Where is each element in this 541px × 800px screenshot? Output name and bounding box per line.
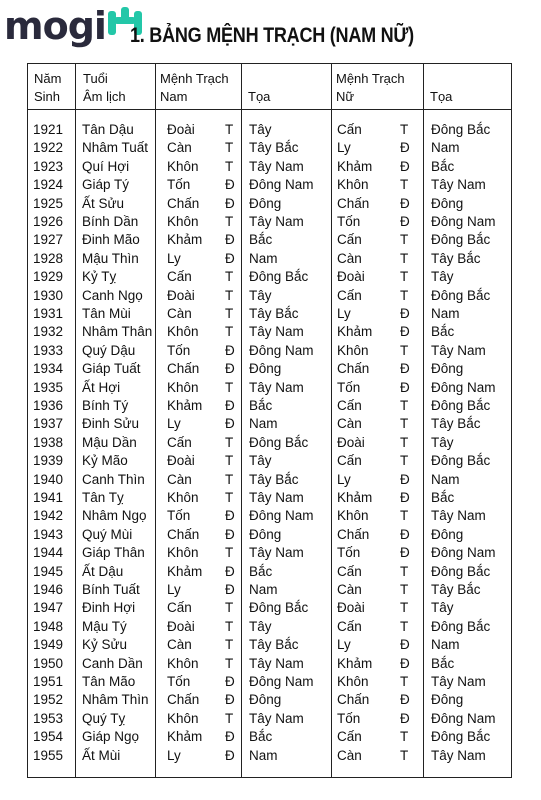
row-male-type: Đ	[225, 195, 235, 211]
row-female-type: Đ	[400, 637, 410, 653]
row-male-cung: Cấn	[167, 600, 192, 616]
row-female-cung: Ly	[337, 637, 351, 653]
row-female-type: T	[400, 287, 409, 303]
row-year: 1926	[33, 214, 64, 229]
row-female-type: T	[400, 618, 409, 634]
header-female-direction: Tọa	[430, 89, 453, 104]
row-female-type: Đ	[400, 324, 410, 340]
row-year: 1930	[33, 287, 64, 303]
row-lunar: Mậu Dần	[82, 434, 137, 450]
row-female-type: Đ	[400, 140, 410, 156]
row-lunar: Canh Thìn	[82, 471, 145, 487]
row-female-direction: Đông	[431, 692, 464, 708]
row-male-direction: Nam	[249, 416, 278, 432]
row-female-direction: Tây Bắc	[431, 416, 481, 432]
row-male-type: T	[225, 600, 234, 616]
row-female-type: T	[400, 453, 409, 469]
row-female-cung: Cấn	[337, 618, 362, 634]
row-male-direction: Tây Bắc	[249, 471, 299, 487]
row-female-cung: Đoài	[337, 600, 365, 616]
row-male-direction: Đông Bắc	[249, 269, 309, 285]
header-male-line1: Mệnh Trạch	[160, 71, 229, 86]
row-lunar: Quý Dậu	[82, 342, 136, 358]
row-lunar: Bính Tý	[82, 398, 129, 413]
row-female-type: Đ	[400, 490, 410, 505]
row-female-direction: Đông	[431, 361, 464, 377]
row-year: 1921	[33, 122, 64, 137]
row-year: 1952	[33, 692, 64, 708]
row-male-direction: Đông	[249, 361, 282, 377]
row-year: 1944	[33, 545, 64, 561]
row-female-cung: Cấn	[337, 453, 362, 469]
row-female-cung: Cấn	[337, 232, 362, 248]
row-male-type: T	[225, 324, 234, 340]
row-lunar: Giáp Ngọ	[82, 729, 140, 745]
row-male-direction: Tây Nam	[249, 710, 304, 726]
row-female-cung: Càn	[337, 582, 362, 597]
row-male-type: T	[225, 269, 234, 285]
row-male-cung: Khôn	[167, 710, 199, 726]
row-female-type: Đ	[400, 195, 410, 211]
row-male-type: Đ	[225, 747, 235, 763]
row-year: 1947	[33, 600, 64, 616]
row-male-cung: Khảm	[167, 729, 203, 745]
row-female-direction: Tây Bắc	[431, 582, 481, 597]
row-male-cung: Tốn	[167, 177, 191, 193]
row-lunar: Canh Dần	[82, 655, 143, 671]
row-lunar: Bính Tuất	[82, 582, 140, 597]
row-female-direction: Đông Bắc	[431, 122, 491, 137]
row-female-type: T	[400, 563, 409, 579]
row-female-type: T	[400, 729, 409, 745]
row-female-cung: Càn	[337, 747, 362, 763]
row-lunar: Canh Ngọ	[82, 287, 143, 303]
row-female-cung: Tốn	[337, 545, 361, 561]
row-lunar: Tân Tỵ	[82, 490, 124, 505]
row-male-cung: Chấn	[167, 361, 200, 377]
row-male-type: Đ	[225, 692, 235, 708]
row-female-type: Đ	[400, 692, 410, 708]
row-year: 1927	[33, 232, 64, 248]
row-male-type: T	[225, 637, 234, 653]
row-female-type: T	[400, 177, 409, 193]
row-female-direction: Nam	[431, 140, 460, 156]
row-female-cung: Cấn	[337, 287, 362, 303]
row-male-type: T	[225, 306, 234, 321]
row-male-cung: Chấn	[167, 526, 200, 542]
row-female-direction: Tây	[431, 434, 454, 450]
logo-wordmark: mogi	[4, 4, 106, 48]
row-female-cung: Khôn	[337, 342, 369, 358]
row-male-direction: Tây Nam	[249, 158, 304, 174]
row-male-type: Đ	[225, 508, 235, 524]
row-female-direction: Đông Bắc	[431, 287, 491, 303]
row-lunar: Quý Tỵ	[82, 710, 126, 726]
row-male-type: T	[225, 434, 234, 450]
row-male-direction: Bắc	[249, 563, 273, 579]
header-year-line2: Sinh	[34, 89, 61, 104]
row-male-cung: Ly	[167, 416, 181, 432]
row-year: 1954	[33, 729, 64, 745]
row-female-cung: Càn	[337, 416, 362, 432]
row-female-cung: Cấn	[337, 398, 362, 413]
row-lunar: Bính Dần	[82, 214, 139, 229]
row-female-type: T	[400, 582, 409, 597]
row-male-cung: Đoài	[167, 287, 195, 303]
header-lunar-line1: Tuổi	[83, 71, 108, 86]
row-year: 1951	[33, 674, 64, 689]
row-year: 1936	[33, 398, 64, 413]
row-year: 1945	[33, 563, 64, 579]
row-female-type: T	[400, 434, 409, 450]
row-female-direction: Bắc	[431, 490, 455, 505]
header-lunar-line2: Âm lịch	[83, 89, 126, 104]
row-female-cung: Cấn	[337, 729, 362, 745]
row-year: 1935	[33, 379, 64, 395]
row-male-cung: Khảm	[167, 398, 203, 413]
row-male-direction: Bắc	[249, 729, 273, 745]
row-female-type: Đ	[400, 306, 410, 321]
row-female-direction: Đông Bắc	[431, 729, 491, 745]
row-male-direction: Đông	[249, 195, 282, 211]
row-male-type: T	[225, 655, 234, 671]
row-female-type: T	[400, 398, 409, 413]
row-lunar: Nhâm Ngọ	[82, 508, 147, 524]
row-male-direction: Tây	[249, 453, 272, 469]
row-female-cung: Khôn	[337, 674, 369, 689]
row-lunar: Nhâm Thân	[82, 324, 153, 340]
row-male-cung: Khôn	[167, 158, 199, 174]
row-lunar: Tân Mùi	[82, 306, 131, 321]
row-male-type: Đ	[225, 342, 235, 358]
row-male-cung: Khảm	[167, 563, 203, 579]
row-female-type: T	[400, 342, 409, 358]
row-male-cung: Khôn	[167, 324, 199, 340]
row-male-cung: Ly	[167, 582, 181, 597]
row-lunar: Đinh Hợi	[82, 600, 136, 616]
row-year: 1955	[33, 747, 64, 763]
row-male-direction: Tây Nam	[249, 379, 304, 395]
row-year: 1943	[33, 526, 64, 542]
row-female-cung: Tốn	[337, 379, 361, 395]
row-year: 1933	[33, 342, 64, 358]
row-lunar: Nhâm Thìn	[82, 692, 149, 708]
row-year: 1938	[33, 434, 64, 450]
row-female-type: Đ	[400, 655, 410, 671]
row-male-direction: Đông Nam	[249, 674, 314, 689]
row-male-cung: Ly	[167, 250, 181, 266]
row-male-type: T	[225, 471, 234, 487]
row-female-type: T	[400, 508, 409, 524]
row-female-cung: Khảm	[337, 158, 373, 174]
row-male-direction: Đông Bắc	[249, 434, 309, 450]
row-year: 1948	[33, 618, 64, 634]
row-lunar: Mậu Tý	[82, 618, 127, 634]
header-divider	[28, 109, 511, 110]
row-female-type: Đ	[400, 471, 410, 487]
row-female-direction: Đông	[431, 526, 464, 542]
row-year: 1939	[33, 453, 64, 469]
row-lunar: Tân Mão	[82, 674, 136, 689]
row-male-cung: Chấn	[167, 195, 200, 211]
row-year: 1937	[33, 416, 64, 432]
row-female-cung: Đoài	[337, 269, 365, 285]
row-female-type: Đ	[400, 379, 410, 395]
row-male-type: T	[225, 287, 234, 303]
row-lunar: Tân Dậu	[82, 122, 134, 137]
row-female-direction: Đông Bắc	[431, 232, 491, 248]
row-female-cung: Khảm	[337, 324, 373, 340]
row-lunar: Ất Dậu	[82, 563, 124, 579]
row-female-direction: Nam	[431, 471, 460, 487]
row-female-cung: Ly	[337, 471, 351, 487]
row-male-direction: Tây	[249, 618, 272, 634]
row-female-type: T	[400, 416, 409, 432]
row-year: 1942	[33, 508, 64, 524]
row-male-direction: Bắc	[249, 232, 273, 248]
menh-trach-table	[27, 63, 512, 778]
row-female-cung: Ly	[337, 306, 351, 321]
row-female-type: Đ	[400, 214, 410, 229]
row-male-direction: Tây	[249, 287, 272, 303]
row-female-type: T	[400, 250, 409, 266]
row-male-cung: Đoài	[167, 618, 195, 634]
row-male-type: Đ	[225, 582, 235, 597]
row-male-cung: Tốn	[167, 508, 191, 524]
row-male-direction: Đông	[249, 692, 282, 708]
row-female-direction: Đông	[431, 195, 464, 211]
row-female-direction: Đông Nam	[431, 214, 496, 229]
row-male-direction: Tây Nam	[249, 545, 304, 561]
row-male-cung: Khôn	[167, 655, 199, 671]
header-male-line2: Nam	[160, 89, 188, 104]
row-year: 1941	[33, 490, 64, 505]
row-year: 1934	[33, 361, 64, 377]
row-year: 1950	[33, 655, 64, 671]
row-male-direction: Đông Bắc	[249, 600, 309, 616]
row-female-direction: Đông Bắc	[431, 398, 491, 413]
row-lunar: Quí Hợi	[82, 158, 130, 174]
row-female-cung: Càn	[337, 250, 362, 266]
row-female-direction: Tây Nam	[431, 747, 486, 763]
row-female-type: T	[400, 269, 409, 285]
row-male-direction: Nam	[249, 747, 278, 763]
row-male-cung: Chấn	[167, 692, 200, 708]
row-male-type: Đ	[225, 674, 235, 689]
row-male-type: Đ	[225, 416, 235, 432]
row-year: 1922	[33, 140, 64, 156]
header-male-direction: Tọa	[248, 89, 271, 104]
row-male-type: Đ	[225, 177, 235, 193]
row-female-direction: Đông Nam	[431, 379, 496, 395]
row-female-cung: Chấn	[337, 195, 370, 211]
row-male-type: T	[225, 453, 234, 469]
row-female-direction: Tây Nam	[431, 177, 486, 193]
row-male-direction: Đông Nam	[249, 342, 314, 358]
row-male-direction: Tây	[249, 122, 272, 137]
header-year-line1: Năm	[34, 71, 62, 86]
row-female-type: Đ	[400, 158, 410, 174]
row-male-type: T	[225, 140, 234, 156]
row-male-direction: Tây Nam	[249, 490, 304, 505]
row-female-direction: Đông Bắc	[431, 453, 491, 469]
row-female-direction: Tây Bắc	[431, 250, 481, 266]
row-female-direction: Đông Nam	[431, 545, 496, 561]
row-male-type: Đ	[225, 250, 235, 266]
page-title: 1. BẢNG MỆNH TRẠCH (NAM NỮ)	[130, 24, 414, 47]
row-male-direction: Nam	[249, 582, 278, 597]
row-male-direction: Bắc	[249, 398, 273, 413]
row-male-type: T	[225, 545, 234, 561]
row-year: 1932	[33, 324, 64, 340]
row-male-cung: Càn	[167, 637, 192, 653]
row-female-direction: Đông Bắc	[431, 618, 491, 634]
row-year: 1931	[33, 306, 64, 321]
row-male-type: T	[225, 158, 234, 174]
row-male-type: T	[225, 379, 234, 395]
row-male-cung: Đoài	[167, 122, 195, 137]
row-lunar: Giáp Tuất	[82, 361, 141, 377]
row-year: 1923	[33, 158, 64, 174]
row-male-cung: Tốn	[167, 342, 191, 358]
row-female-cung: Cấn	[337, 122, 362, 137]
row-female-direction: Nam	[431, 637, 460, 653]
row-male-cung: Đoài	[167, 453, 195, 469]
row-male-type: T	[225, 618, 234, 634]
row-year: 1925	[33, 195, 64, 211]
row-male-direction: Tây Bắc	[249, 306, 299, 321]
row-male-cung: Cấn	[167, 434, 192, 450]
row-lunar: Đinh Sửu	[82, 416, 140, 432]
row-male-type: Đ	[225, 232, 235, 248]
row-lunar: Giáp Tý	[82, 177, 130, 193]
row-male-type: Đ	[225, 563, 235, 579]
row-male-direction: Đông Nam	[249, 177, 314, 193]
row-lunar: Kỷ Mão	[82, 453, 128, 469]
row-lunar: Quý Mùi	[82, 526, 133, 542]
row-male-type: T	[225, 710, 234, 726]
row-male-cung: Tốn	[167, 674, 191, 689]
mogi-logo	[4, 6, 142, 46]
row-female-type: Đ	[400, 710, 410, 726]
row-female-cung: Cấn	[337, 563, 362, 579]
row-male-cung: Càn	[167, 306, 192, 321]
row-male-direction: Nam	[249, 250, 278, 266]
row-year: 1940	[33, 471, 64, 487]
row-female-direction: Tây Nam	[431, 508, 486, 524]
row-female-cung: Tốn	[337, 214, 361, 229]
row-male-cung: Cấn	[167, 269, 192, 285]
row-male-direction: Đông	[249, 526, 282, 542]
row-female-direction: Nam	[431, 306, 460, 321]
row-male-type: T	[225, 214, 234, 229]
row-male-cung: Khôn	[167, 214, 199, 229]
row-female-cung: Đoài	[337, 434, 365, 450]
row-year: 1928	[33, 250, 64, 266]
row-male-cung: Càn	[167, 471, 192, 487]
row-lunar: Ất Mùi	[82, 747, 121, 763]
row-female-cung: Khôn	[337, 177, 369, 193]
row-female-cung: Chấn	[337, 692, 370, 708]
row-female-type: T	[400, 600, 409, 616]
row-male-direction: Tây Nam	[249, 324, 304, 340]
header-female-line2: Nữ	[336, 89, 355, 104]
row-female-type: T	[400, 122, 409, 137]
row-male-cung: Ly	[167, 747, 181, 763]
row-male-cung: Khôn	[167, 490, 199, 505]
row-year: 1946	[33, 582, 64, 597]
row-female-cung: Khảm	[337, 490, 373, 505]
row-lunar: Ất Hợi	[82, 379, 121, 395]
row-female-type: Đ	[400, 361, 410, 377]
row-female-type: T	[400, 232, 409, 248]
row-male-direction: Tây Nam	[249, 214, 304, 229]
row-male-type: Đ	[225, 729, 235, 745]
row-male-direction: Tây Bắc	[249, 140, 299, 156]
row-female-type: Đ	[400, 545, 410, 561]
row-year: 1924	[33, 177, 64, 193]
row-female-direction: Đông Nam	[431, 710, 496, 726]
row-male-cung: Khôn	[167, 379, 199, 395]
row-male-cung: Khôn	[167, 545, 199, 561]
row-male-type: Đ	[225, 526, 235, 542]
row-female-cung: Khảm	[337, 655, 373, 671]
row-year: 1929	[33, 269, 64, 285]
row-lunar: Nhâm Tuất	[82, 140, 149, 156]
row-female-direction: Bắc	[431, 324, 455, 340]
row-female-direction: Đông Bắc	[431, 563, 491, 579]
row-female-cung: Chấn	[337, 526, 370, 542]
row-female-direction: Tây Nam	[431, 674, 486, 689]
row-female-direction: Bắc	[431, 158, 455, 174]
row-female-cung: Khôn	[337, 508, 369, 524]
header-female-line1: Mệnh Trạch	[336, 71, 405, 86]
row-lunar: Kỷ Tỵ	[82, 269, 117, 285]
row-male-cung: Khảm	[167, 232, 203, 248]
row-female-direction: Bắc	[431, 655, 455, 671]
row-female-type: T	[400, 674, 409, 689]
row-lunar: Đinh Mão	[82, 232, 140, 248]
row-lunar: Giáp Thân	[82, 545, 145, 561]
row-male-cung: Càn	[167, 140, 192, 156]
row-female-direction: Tây Nam	[431, 342, 486, 358]
row-male-direction: Tây Nam	[249, 655, 304, 671]
row-male-direction: Đông Nam	[249, 508, 314, 524]
row-male-type: T	[225, 490, 234, 505]
row-male-type: Đ	[225, 398, 235, 413]
row-lunar: Mậu Thìn	[82, 250, 139, 266]
row-female-direction: Tây	[431, 269, 454, 285]
row-lunar: Kỷ Sửu	[82, 637, 128, 653]
row-female-type: Đ	[400, 526, 410, 542]
row-year: 1949	[33, 637, 64, 653]
row-male-direction: Tây Bắc	[249, 637, 299, 653]
row-male-type: T	[225, 122, 234, 137]
row-female-type: T	[400, 747, 409, 763]
row-year: 1953	[33, 710, 64, 726]
row-female-cung: Tốn	[337, 710, 361, 726]
row-lunar: Ất Sửu	[82, 195, 125, 211]
row-female-cung: Ly	[337, 140, 351, 156]
row-male-type: Đ	[225, 361, 235, 377]
row-female-cung: Chấn	[337, 361, 370, 377]
row-female-direction: Tây	[431, 600, 454, 616]
